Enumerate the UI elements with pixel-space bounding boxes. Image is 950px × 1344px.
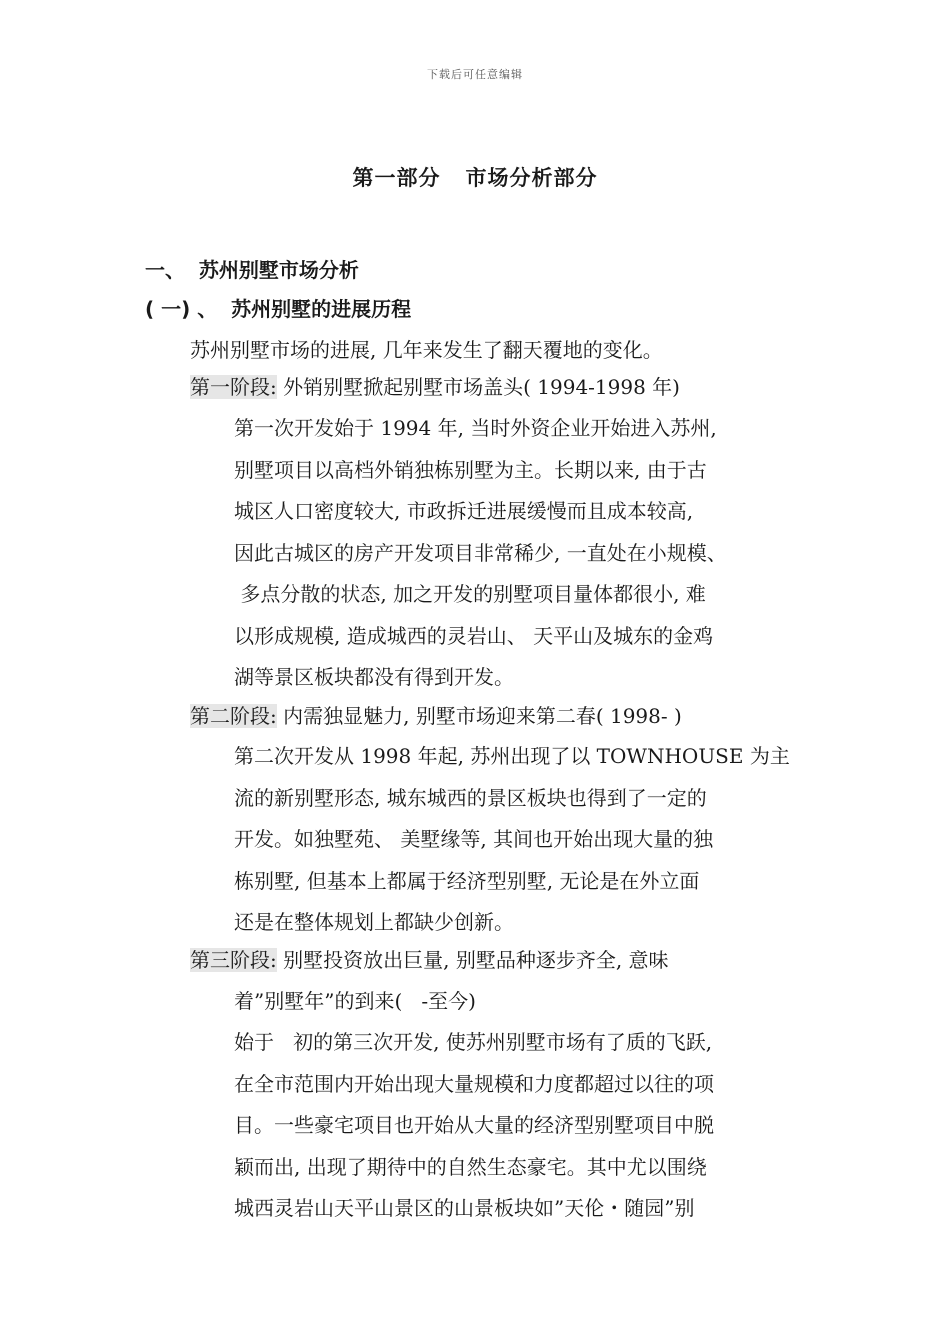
stage-3-label: 第三阶段: — [190, 948, 277, 972]
paragraph-line: 栋别墅, 但基本上都属于经济型别墅, 无论是在外立面 — [234, 868, 700, 893]
stage-1-title: 外销别墅掀起别墅市场盖头( 1994-1998 年) — [276, 375, 680, 399]
paragraph-line: 开发。如独墅苑、 美墅缘等, 其间也开始出现大量的独 — [234, 827, 714, 851]
intro-paragraph: 苏州别墅市场的进展, 几年来发生了翻天覆地的变化。 — [190, 338, 663, 362]
paragraph-line: 第一次开发始于 1994 年, 当时外资企业开始进入苏州, — [234, 416, 717, 440]
stage-3-body — [234, 1028, 834, 1236]
paragraph-line: 别墅项目以高档外销独栋别墅为主。长期以来, 由于古 — [234, 457, 707, 482]
paragraph-line: 湖等景区板块都没有得到开发。 — [234, 665, 514, 689]
stage-3-heading — [190, 946, 669, 974]
paragraph-line: 因此古城区的房产开发项目非常稀少, 一直处在小规模、 — [234, 540, 727, 565]
stage-1-label: 第一阶段: — [190, 375, 277, 399]
paragraph-line: 第二次开发从 1998 年起, 苏州出现了以 TOWNHOUSE 为主 — [234, 744, 790, 768]
section-heading: 一、 苏州别墅市场分析 — [145, 258, 359, 282]
paragraph-line: 流的新别墅形态, 城东城西的景区板块也得到了一定的 — [234, 785, 707, 810]
paragraph-line: 城区人口密度较大, 市政拆迁进展缓慢而且成本较高, — [234, 499, 694, 523]
paragraph-line: 目。一些豪宅项目也开始从大量的经济型别墅项目中脱 — [234, 1113, 714, 1137]
stage-2-title: 内需独显魅力, 别墅市场迎来第二春( 1998- ) — [276, 704, 682, 728]
paragraph-line: 在全市范围内开始出现大量规模和力度都超过以往的项 — [234, 1071, 714, 1096]
paragraph-line: 以形成规模, 造成城西的灵岩山、 天平山及城东的金鸡 — [234, 623, 714, 648]
paragraph-line: 多点分散的状态, 加之开发的别墅项目量体都很小, 难 — [234, 582, 706, 606]
subsection-heading: ( 一) 、 苏州别墅的进展历程 — [145, 297, 412, 321]
paragraph-line: 颖而出, 出现了期待中的自然生态豪宅。其中尤以围绕 — [234, 1154, 707, 1179]
stage-3-title: 别墅投资放出巨量, 别墅品种逐步齐全, 意味 — [276, 948, 669, 972]
stage-3-title-continued: 着”别墅年”的到来( -至今) — [234, 989, 476, 1013]
paragraph-line: 城西灵岩山天平山景区的山景板块如”天伦・随园”别 — [234, 1196, 695, 1220]
stage-1-body — [234, 414, 834, 705]
stage-1-heading — [190, 373, 680, 401]
paragraph-line: 始于 初的第三次开发, 使苏州别墅市场有了质的飞跃, — [234, 1030, 713, 1054]
stage-2-heading — [190, 702, 682, 730]
paragraph-line: 还是在整体规划上都缺少创新。 — [234, 910, 514, 934]
stage-2-label: 第二阶段: — [190, 704, 277, 728]
stage-2-body — [234, 742, 834, 950]
page-title: 第一部分 市场分析部分 — [352, 166, 598, 190]
page-watermark: 下载后可任意编辑 — [427, 68, 523, 81]
